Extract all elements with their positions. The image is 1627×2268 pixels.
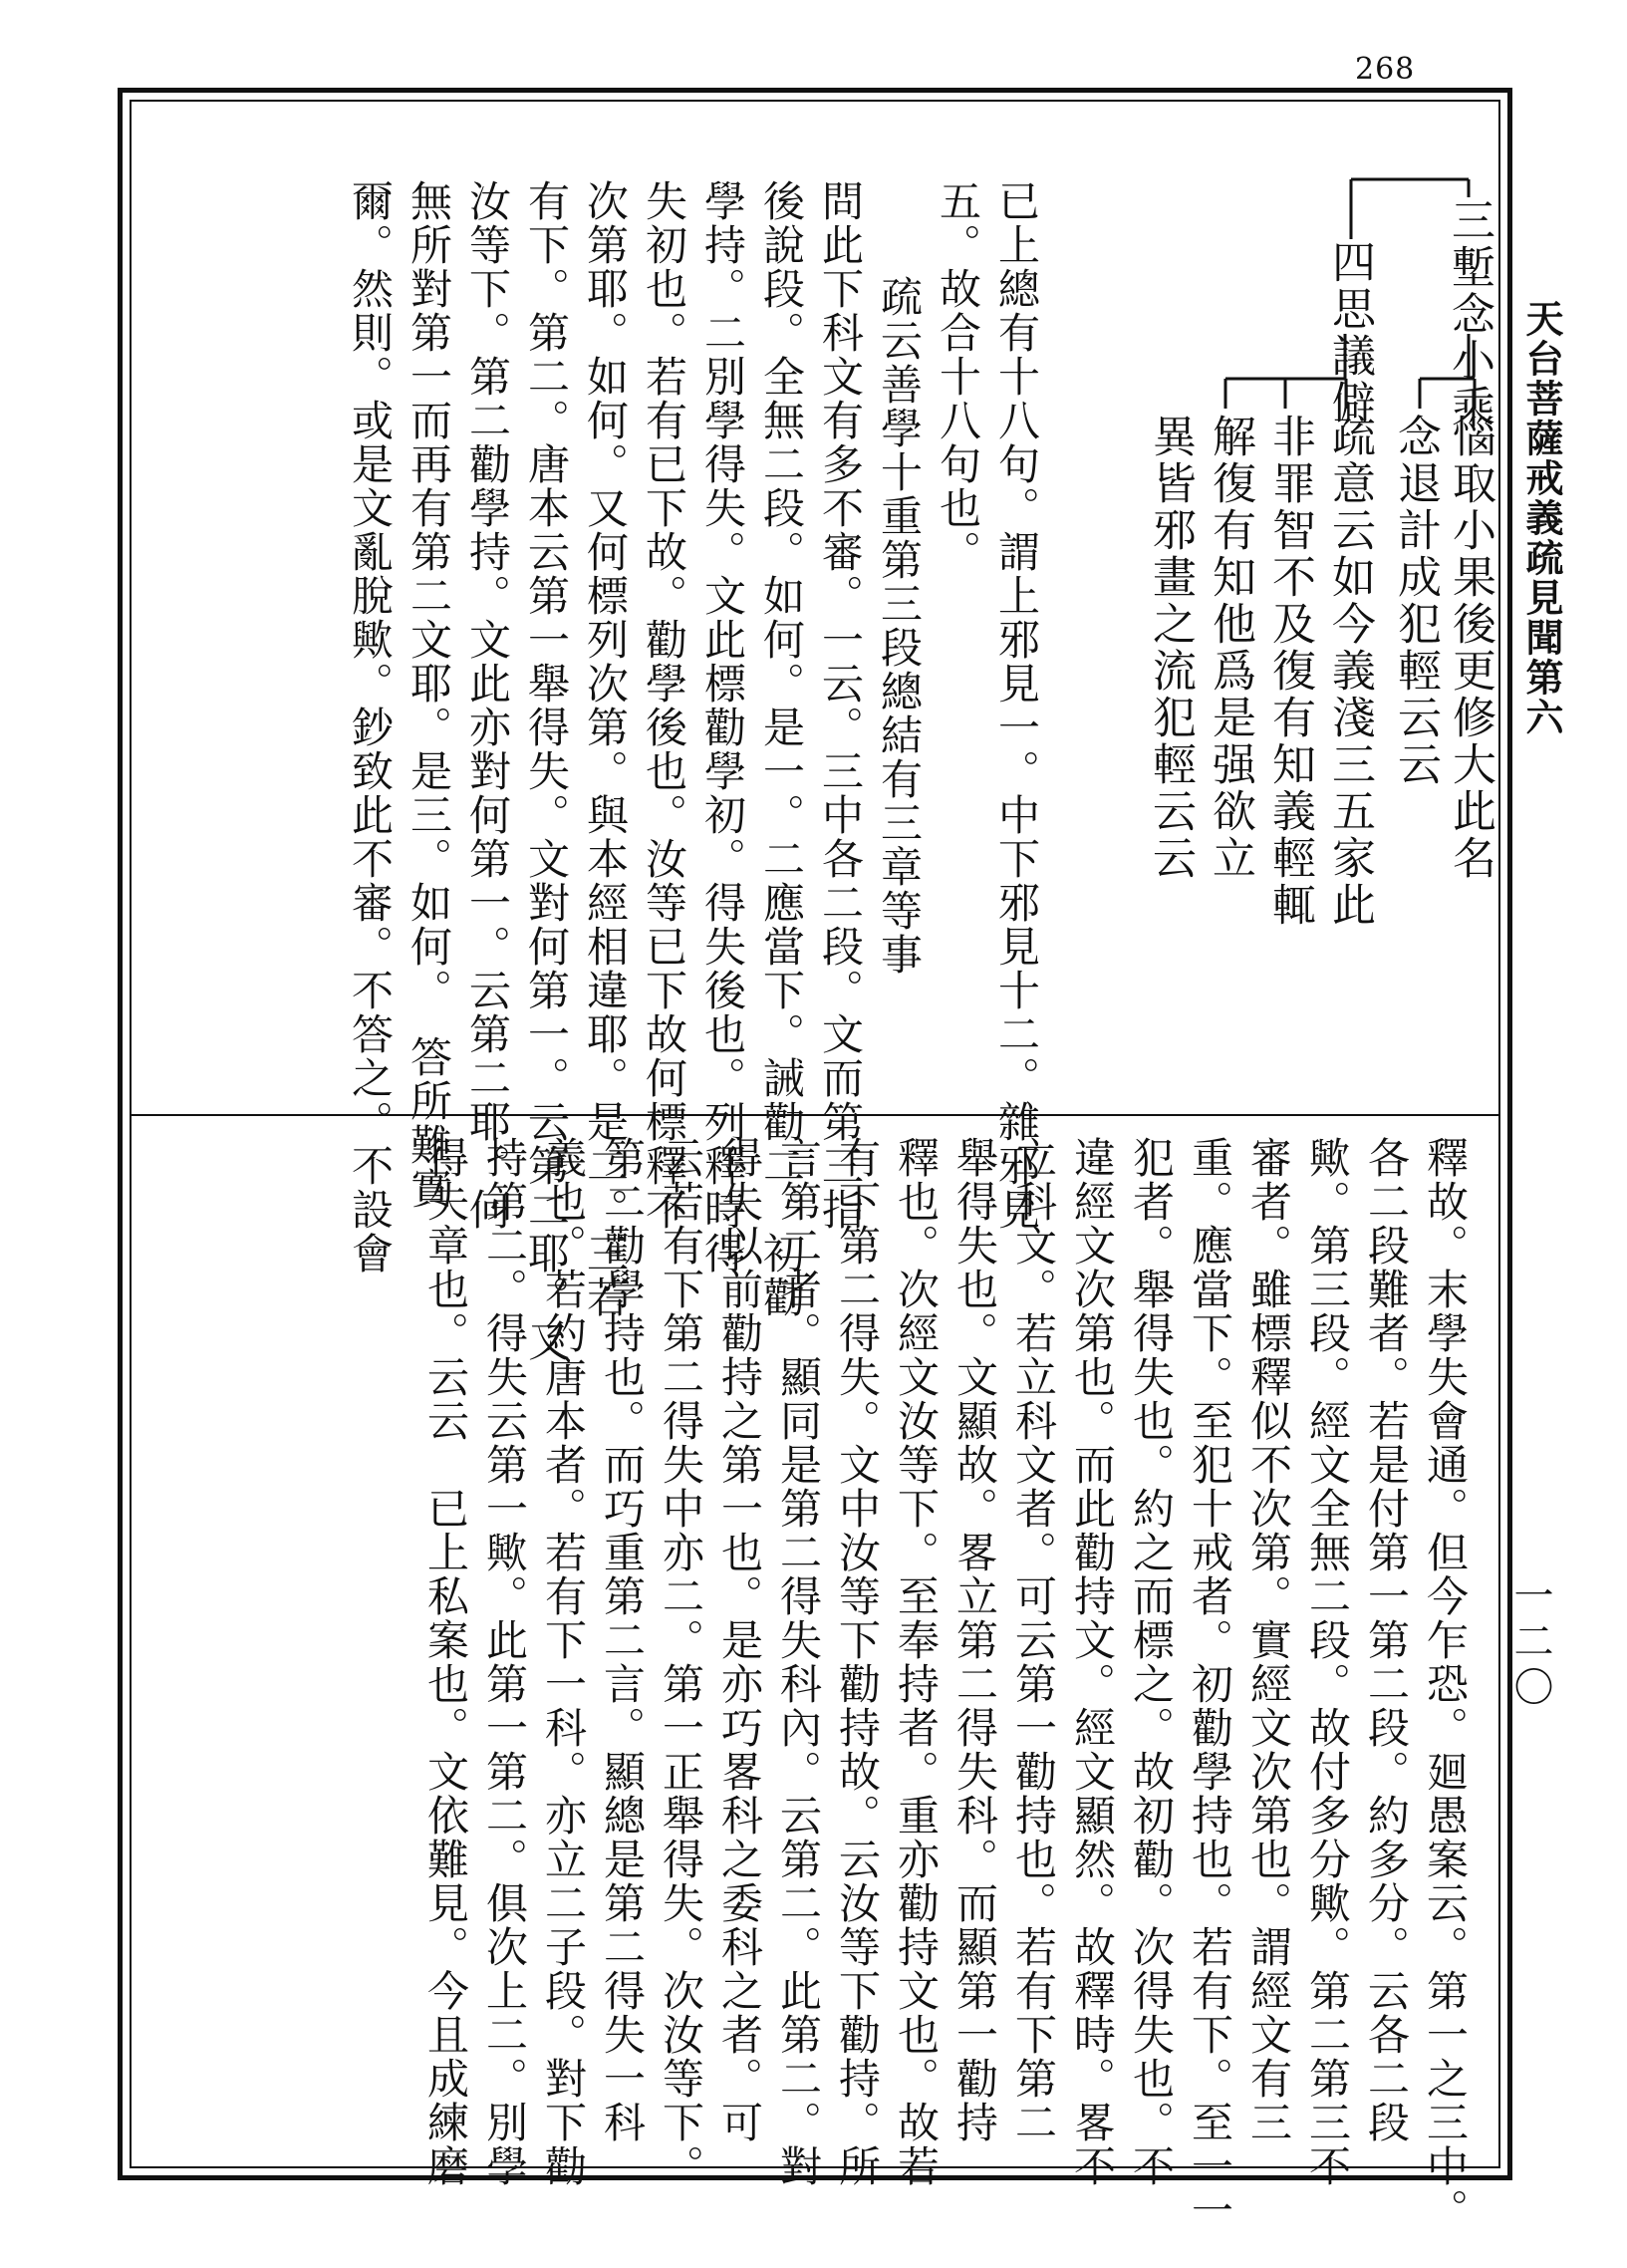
text-column: 義也。若約唐本者。若有下一科。亦立二子段。對下勸 [539,1136,588,2188]
diagram-leaf: 異皆邪畫之流犯輕云云 [1145,414,1196,882]
text-column: 問此下科文有多不審。一云。三中各二段。文而第三指 [816,179,865,1232]
text-column: 爾。然則。或是文亂脫歟。鈔致此不審。不答之。不設會 [346,179,395,1276]
branch-three-label: 三塹念小乘 [1444,197,1494,431]
text-column: 學持。二別學得失。文此標勸學初。得失後也。列釋時得 [698,179,747,1276]
text-column: 得失以前勸持之第一也。是亦巧畧科之委科之者。可 [715,1136,764,2144]
text-column: 汝等下。第二勸學持。文此亦對何第一。云第二耶。何 [463,179,512,1232]
text-column: 五。故合十八句也。 [934,179,982,574]
text-column: 第二勸學持也。而巧重第二言。顯總是第二得失一科 [598,1136,647,2144]
text-column: 重。應當下。至犯十戒者。初勸學持也。若有下。至一一 [1186,1136,1234,2232]
diagram-leaf: 疏意云如今義淺三五家此 [1324,414,1375,929]
page-number: 268 [1355,52,1416,87]
text-column: 次第耶。如何。又何標列次第。與本經相違耶。是二。三若 [581,179,630,1319]
text-column: 有下第二得失。文中汝等下勸持故。云汝等下勸持。所 [833,1136,882,2188]
text-column: 疏云善學十重第三段總結有三章等事 [875,275,924,977]
outline-diagram [1036,120,1504,1096]
lower-panel-text [179,1136,1475,2232]
text-column: 舉得失也。文顯故。畧立第二得失科。而顯第一勸持 [950,1136,999,2144]
text-column: 違經文次第也。而此勸持文。經文顯然。故釋時。畧不 [1068,1136,1117,2188]
text-column: 後說段。全無二段。如何。是一。二應當下。誡勸二。初勸 [757,179,806,1319]
text-column: 有下。第二。唐本云第一舉得失。文對何第一。云第二耶。又 [522,179,571,1363]
text-column: 釋也。次經文汝等下。至奉持者。重亦勸持文也。故若 [892,1136,941,2188]
text-column: 持第二。得失云第一歟。此第一第二。俱次上二。別學 [480,1136,529,2188]
text-column: 言第二者。顯同是第二得失科內。云第二。此第二。對 [774,1136,823,2188]
text-column: 各二段難者。若是付第一第二段。約多分。云各二段 [1362,1136,1411,2144]
text-column: 立科文。若立科文者。可云第一勸持也。若有下第二 [1009,1136,1058,2144]
running-head: 天台菩薩戒義疏見聞第六 [1519,299,1564,737]
text-column: 失初也。若有已下故。勸學後也。汝等已下故何標釋不 [640,179,688,1232]
panel-divider [130,1114,1500,1116]
diagram-leaf: 惱取小果後更修大此名 [1445,414,1495,882]
diagram-leaf: 解復有知他爲是强欲立 [1205,414,1255,882]
text-column: 歟。第三段。經文全無二段。故付多分歟。第二第三不 [1303,1136,1352,2188]
text-column: 無所對第一而再有第二文耶。是三。如何。 答所難實 [405,179,453,1211]
upper-panel-text [169,179,1046,1363]
text-column: 審者。雖標釋似不次第。實經文次第也。謂經文有三 [1244,1136,1293,2144]
text-column: 得失章也。云云 已上私案也。文依難見。今且成練磨 [421,1136,470,2188]
text-column: 已上總有十八句。謂上邪見一。中下邪見十二。雜邪見 [992,179,1041,1232]
diagram-leaf: 念退計成犯輕云云 [1390,414,1441,788]
diagram-leaf: 非罪智不及復有知義輕輒 [1264,414,1315,929]
branch-four-label: 四思議僻 [1324,239,1375,426]
text-column: 釋故。末學失會通。但今乍恐。廻愚案云。第一之三中。 [1421,1136,1470,2232]
text-column: 犯者。舉得失也。約之而標之。故初勸。次得失也。不 [1127,1136,1176,2188]
folio-number: 一二〇 [1507,1574,1553,1712]
text-column: 云若有下第二得失中亦二。第一正舉得失。次汝等下。 [657,1136,705,2188]
